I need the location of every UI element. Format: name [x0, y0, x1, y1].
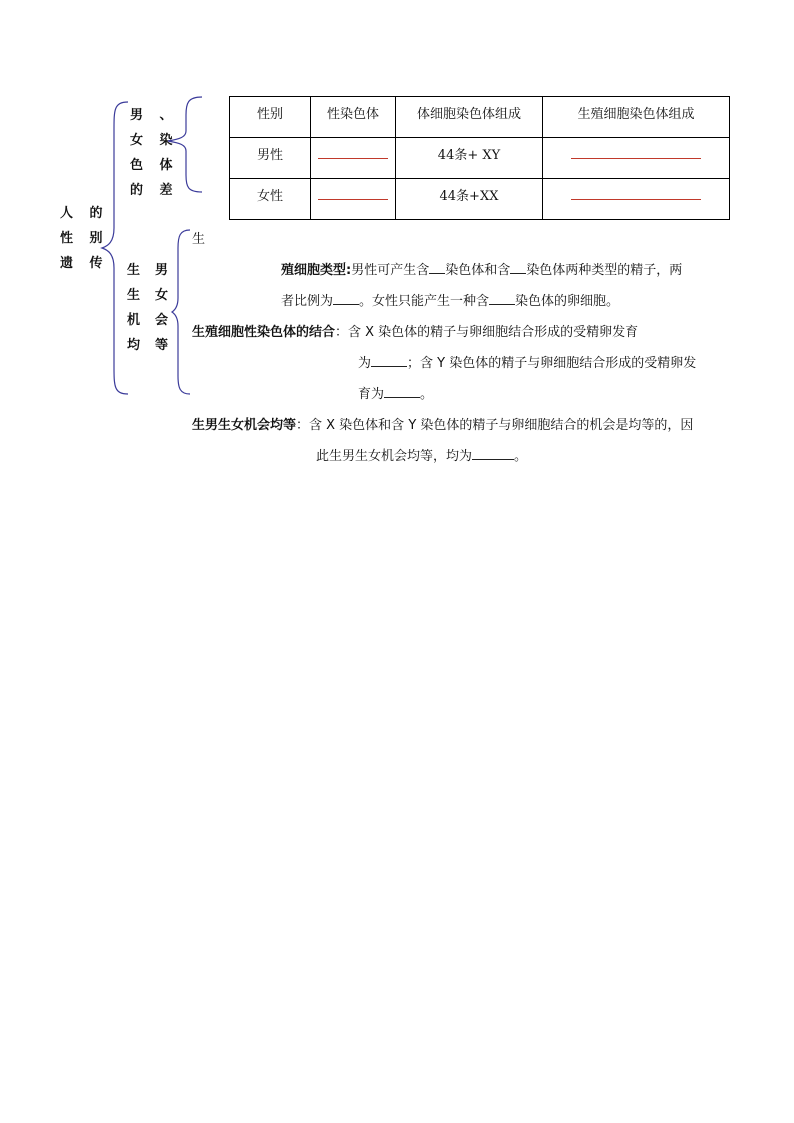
branch-equal-chance [127, 258, 171, 353]
blank[interactable] [489, 304, 515, 305]
cell-sex-chromosome-blank[interactable] [311, 138, 396, 179]
cell-somatic: 44条+ XY [396, 138, 543, 179]
text: 男性可产生含 [351, 263, 430, 278]
branch2-brace [170, 228, 192, 396]
branch-line: 色 体 [130, 158, 179, 173]
branch-line: 生 女 [127, 288, 171, 303]
branch-line: 机 会 [127, 313, 171, 328]
combine-line-1 [192, 321, 638, 340]
branch-line: 均 等 [127, 338, 171, 353]
table-row [230, 179, 730, 220]
branch-line: 女 染 [130, 133, 179, 148]
col-header-sex-chromosome: 性染色体 [311, 97, 396, 138]
text: 染色体两种类型的精子，两 [526, 263, 683, 278]
cell-sex: 男性 [230, 138, 311, 179]
blank[interactable] [384, 397, 420, 398]
blank[interactable] [371, 366, 407, 367]
cell-somatic: 44条+XX [396, 179, 543, 220]
blank[interactable] [510, 273, 526, 274]
text: ：含 X 染色体和含 Y 染色体的精子与卵细胞结合的机会是均等的，因 [296, 418, 694, 433]
cell-germ-blank[interactable] [543, 138, 730, 179]
col-header-sex: 性别 [230, 97, 311, 138]
root-topic-line: 性 别 [60, 231, 109, 246]
cell-type-label: 殖细胞类型: [281, 263, 352, 278]
text: 染色体和含 [445, 263, 511, 278]
sheng-char: 生 [192, 232, 206, 247]
text: 者比例为 [281, 294, 334, 309]
text: 染色体的卵细胞。 [515, 294, 620, 309]
equal-line-1 [192, 414, 693, 433]
cell-type-line-2 [281, 290, 619, 309]
combine-line-2 [358, 352, 696, 371]
sex-chromosome-table [229, 96, 730, 220]
branch-line: 生 男 [127, 263, 171, 278]
equal-line-2 [316, 445, 527, 464]
col-header-germ-composition: 生殖细胞染色体组成 [543, 97, 730, 138]
text: 此生男生女机会均等，均为 [316, 449, 473, 464]
equal-label: 生男生女机会均等 [192, 418, 297, 433]
table-row [230, 138, 730, 179]
cell-germ-blank[interactable] [543, 179, 730, 220]
col-header-somatic-composition: 体细胞染色体组成 [396, 97, 543, 138]
text: 。女性只能产生一种含 [359, 294, 490, 309]
text: 。 [514, 449, 528, 464]
text: 为 [358, 356, 372, 371]
blank[interactable] [333, 304, 359, 305]
text: ：含 X 染色体的精子与卵细胞结合形成的受精卵发育 [335, 325, 639, 340]
root-topic-line: 人 的 [60, 206, 109, 221]
text: ；含 Y 染色体的精子与卵细胞结合形成的受精卵发 [407, 356, 697, 371]
blank[interactable] [472, 459, 514, 460]
root-brace [100, 100, 130, 396]
branch-line: 的 差 [130, 183, 179, 198]
blank[interactable] [429, 273, 445, 274]
cell-sex-chromosome-blank[interactable] [311, 179, 396, 220]
text: 。 [420, 387, 434, 402]
combine-label: 生殖细胞性染色体的结合 [192, 325, 336, 340]
branch-line: 男 、 [130, 108, 179, 123]
combine-line-3 [358, 383, 433, 402]
table-header-row [230, 97, 730, 138]
text: 育为 [358, 387, 385, 402]
root-topic-line: 遗 传 [60, 256, 109, 271]
branch1-brace [166, 95, 204, 195]
cell-type-line-1 [281, 259, 682, 278]
cell-sex: 女性 [230, 179, 311, 220]
